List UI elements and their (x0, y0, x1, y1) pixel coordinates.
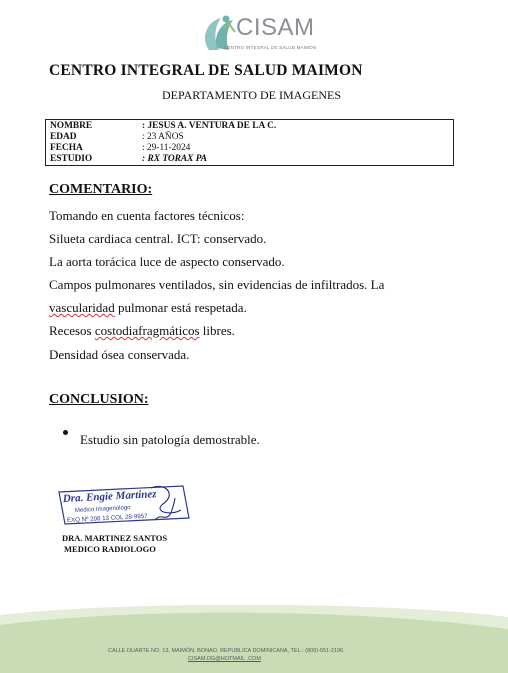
info-label: EDAD (50, 132, 77, 142)
signature-stamp (55, 480, 195, 536)
department-title: DEPARTAMENTO DE IMAGENES (162, 88, 341, 102)
comment-line: Campos pulmonares ventilados, sin evidencias de infiltrados. La (49, 277, 385, 292)
info-value: : JESUS A. VENTURA DE LA C. (142, 121, 277, 131)
stamp-role: Medico Imagenologo (74, 505, 131, 514)
comment-line: Tomando en cuenta factores técnicos: (49, 208, 245, 223)
spellcheck-word: costodiafragmáticos (94, 323, 200, 338)
info-value: : RX TORAX PA (142, 154, 208, 164)
footer-wave (0, 605, 508, 673)
bullet-dot (63, 430, 68, 435)
comment-line: Recesos costodiafragmáticos libres. (49, 323, 235, 338)
info-value: : 29-11-2024 (142, 143, 191, 153)
info-label: ESTUDIO (50, 154, 93, 164)
comment-line: La aorta torácica luce de aspecto conservado. (49, 254, 285, 269)
comment-line: Densidad ósea conservada. (49, 347, 190, 362)
info-label: NOMBRE (50, 121, 93, 131)
comment-line: vascularidad pulmonar está respetada. (49, 300, 247, 315)
patient-info-box (45, 119, 454, 166)
footer-address: CALLE DUARTE NO. 13, MAIMÓN, BONAO, REPUBLICA DOMINICANA, TEL.: (809)-551-2196 (108, 648, 344, 654)
info-label: FECHA (50, 143, 83, 153)
logo-text: CISAM (236, 14, 315, 41)
footer-email[interactable]: CISAM.DG@HOTMAIL .COM (188, 656, 261, 662)
stamp-exq: EXQ Nº 208 13 COL 28-9957 (66, 512, 148, 524)
info-row-nombre (50, 121, 276, 131)
info-row-estudio (50, 154, 207, 164)
info-value: : 23 AÑOS (142, 132, 184, 142)
comment-line: Silueta cardiaca central. ICT: conservado. (49, 231, 267, 246)
spellcheck-word: vascularidad (49, 300, 115, 315)
signer-name: DRA. MARTINEZ SANTOS (62, 533, 168, 543)
stamp-name: Dra. Engie Martinez (62, 488, 157, 505)
conclusion-heading: CONCLUSION: (49, 392, 149, 407)
center-title: CENTRO INTEGRAL DE SALUD MAIMON (49, 62, 363, 79)
logo-subtitle: CENTRO INTEGRAL DE SALUD MAIMON (224, 45, 317, 50)
info-row-fecha (50, 143, 190, 153)
signer-role: MEDICO RADIOLOGO (64, 544, 156, 554)
info-row-edad (50, 132, 184, 142)
conclusion-bullet: Estudio sin patología demostrable. (80, 432, 260, 447)
comment-heading: COMENTARIO: (49, 182, 153, 197)
